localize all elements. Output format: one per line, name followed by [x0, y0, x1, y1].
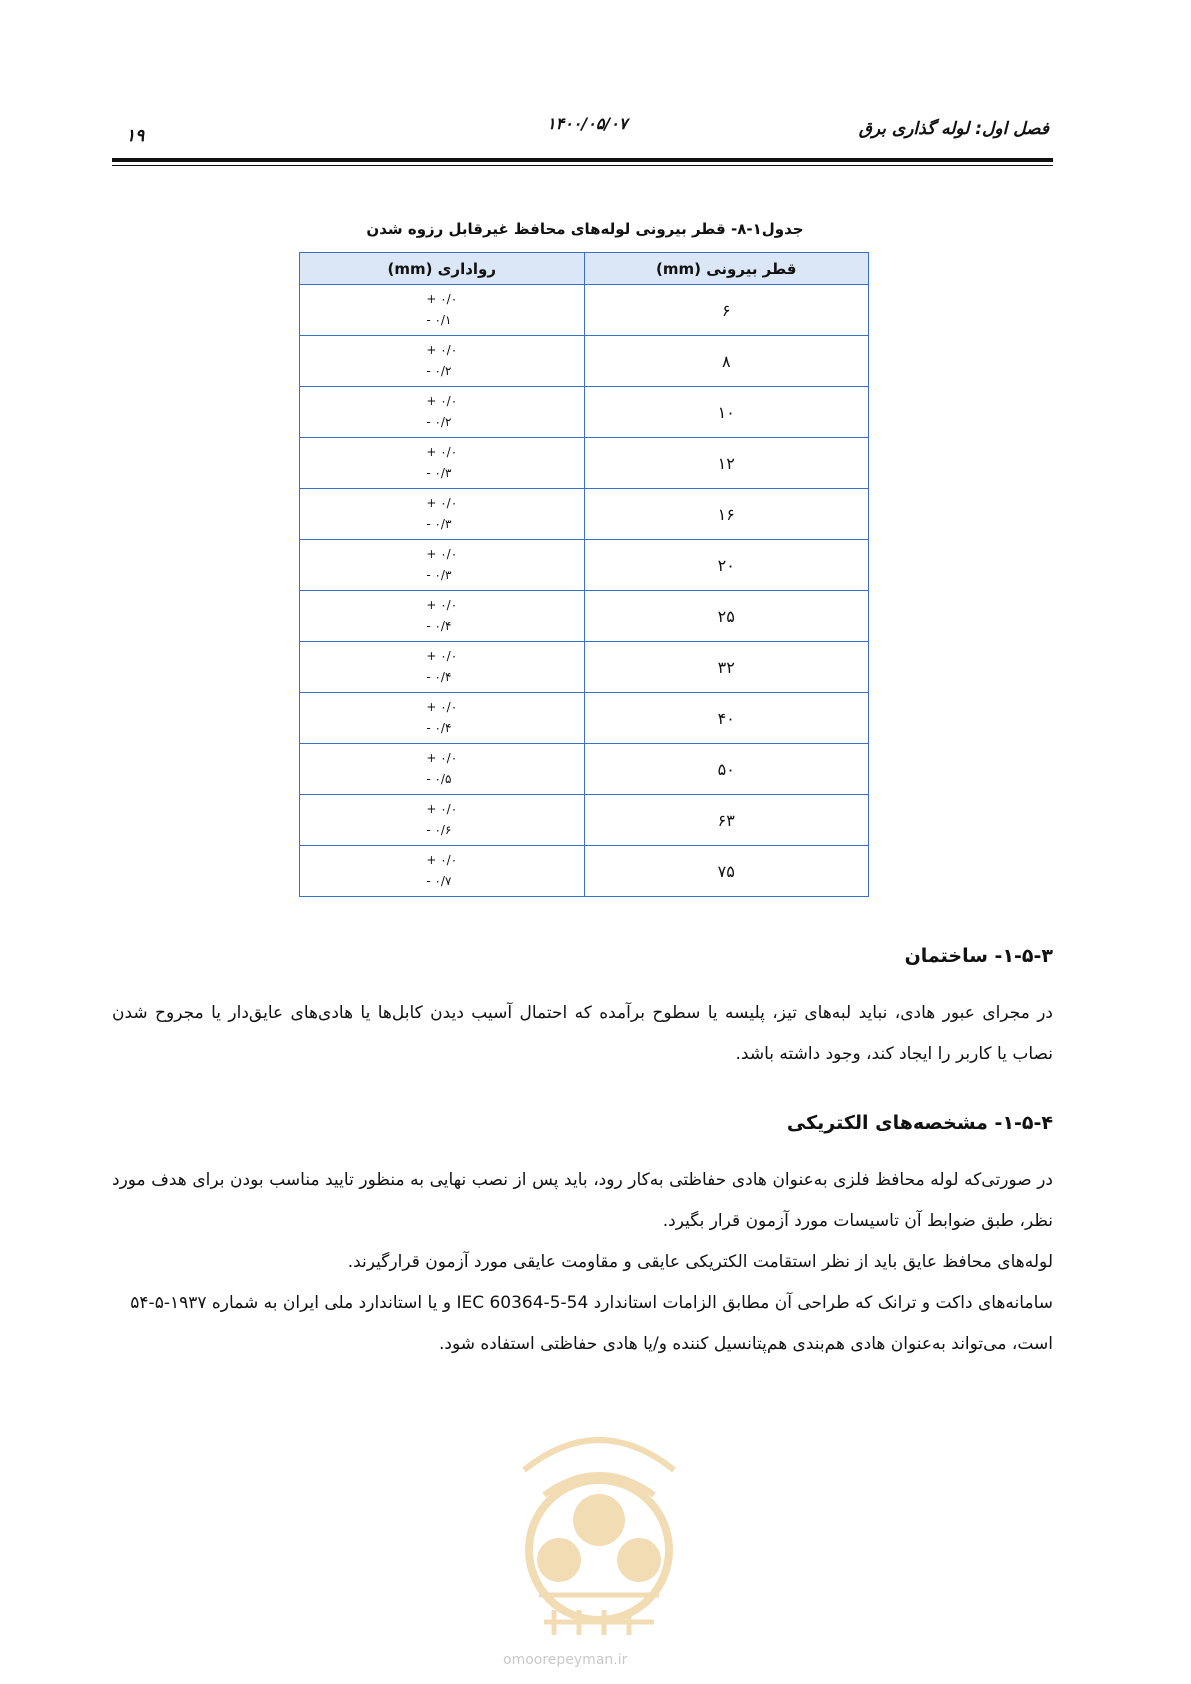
table-row — [300, 285, 869, 336]
header-divider-thin — [112, 165, 1053, 166]
table-row — [300, 489, 869, 540]
diameter-cell: ۷۵ — [584, 846, 869, 897]
tolerance-plus: + ۰/۰ — [426, 802, 458, 816]
header-outer-diameter: قطر بیرونی (mm) — [584, 253, 869, 285]
table-row — [300, 540, 869, 591]
tolerance-cell — [300, 336, 585, 387]
watermark-url: omoorepeyman.ir — [503, 1652, 628, 1668]
diameter-cell: ۵۰ — [584, 744, 869, 795]
diameter-cell: ۱۲ — [584, 438, 869, 489]
tolerance-plus: + ۰/۰ — [426, 700, 458, 714]
chapter-title: فصل اول: لوله گذاری برق — [858, 119, 1049, 139]
diameter-cell: ۸ — [584, 336, 869, 387]
tolerance-cell — [300, 744, 585, 795]
construction-paragraph: در مجرای عبور هادی، نباید لبه‌های تیز، پلیسه یا سطوح برآمده که احتمال آسیب دیدن کابل‌ها یا هادی‌های عایق‌دار یا مجروح شدن نصاب یا کاربر را ایجاد کند، وجود داشته باشد. — [112, 1003, 1053, 1064]
pipe-diameter-table — [299, 252, 869, 897]
diameter-cell: ۳۲ — [584, 642, 869, 693]
table-row — [300, 744, 869, 795]
electrical-paragraph-1: در صورتی‌که لوله محافظ فلزی به‌عنوان هادی حفاظتی به‌کار رود، باید پس از نصب نهایی به منظور تایید مناسب بودن برای هدف مورد نظر، طبق ضوابط آن تاسیسات مورد آزمون قرار بگیرد. — [112, 1170, 1053, 1231]
electrical-paragraph-3: سامانه‌های داکت و ترانک که طراحی آن مطابق الزامات استاندارد IEC 60364-5-54 و یا استاندارد ملی ایران به شماره ۱۹۳۷-۵-۵۴ است، می‌تواند به‌عنوان هادی هم‌بندی هم‌پتانسیل کننده و/یا هادی حفاظتی استفاده شود. — [130, 1293, 1053, 1354]
table-header-row — [300, 253, 869, 285]
header-date: ۱۴۰۰/۰۵/۰۷ — [547, 114, 628, 133]
table-row — [300, 642, 869, 693]
tolerance-cell — [300, 693, 585, 744]
tolerance-cell — [300, 642, 585, 693]
tolerance-plus: + ۰/۰ — [426, 445, 458, 459]
tolerance-cell — [300, 387, 585, 438]
tolerance-plus: + ۰/۰ — [426, 292, 458, 306]
tolerance-cell — [300, 489, 585, 540]
diameter-cell: ۶۳ — [584, 795, 869, 846]
header-tolerance: رواداری (mm) — [300, 253, 585, 285]
table-row — [300, 846, 869, 897]
tolerance-cell — [300, 438, 585, 489]
tolerance-minus: - ۰/۶ — [426, 823, 452, 837]
diameter-cell: ۶ — [584, 285, 869, 336]
table-row — [300, 795, 869, 846]
tolerance-minus: - ۰/۴ — [426, 721, 452, 735]
page-header — [112, 114, 1053, 144]
tolerance-minus: - ۰/۲ — [426, 364, 452, 378]
tolerance-plus: + ۰/۰ — [426, 649, 458, 663]
tolerance-minus: - ۰/۴ — [426, 619, 452, 633]
tolerance-cell — [300, 795, 585, 846]
tolerance-plus: + ۰/۰ — [426, 547, 458, 561]
tolerance-cell — [300, 540, 585, 591]
table-row — [300, 438, 869, 489]
diameter-cell: ۲۵ — [584, 591, 869, 642]
section-heading-electrical: ۱-۵-۴- مشخصه‌های الکتریکی — [786, 1112, 1053, 1134]
tolerance-minus: - ۰/۲ — [426, 415, 452, 429]
tolerance-minus: - ۰/۳ — [426, 517, 452, 531]
table-caption: جدول۱-۸- قطر بیرونی لوله‌های محافظ غیرقابل رزوه شدن — [366, 220, 804, 238]
tolerance-plus: + ۰/۰ — [426, 343, 458, 357]
diameter-cell: ۴۰ — [584, 693, 869, 744]
table-row — [300, 336, 869, 387]
watermark-logo — [484, 1400, 714, 1650]
header-divider-thick — [112, 158, 1053, 162]
table-row — [300, 693, 869, 744]
tolerance-plus: + ۰/۰ — [426, 496, 458, 510]
diameter-cell: ۲۰ — [584, 540, 869, 591]
tolerance-cell — [300, 285, 585, 336]
tolerance-plus: + ۰/۰ — [426, 598, 458, 612]
tolerance-cell — [300, 846, 585, 897]
table-row — [300, 591, 869, 642]
diameter-cell: ۱۰ — [584, 387, 869, 438]
table-row — [300, 387, 869, 438]
tolerance-minus: - ۰/۱ — [426, 313, 452, 327]
tolerance-plus: + ۰/۰ — [426, 751, 458, 765]
tolerance-plus: + ۰/۰ — [426, 853, 458, 867]
tolerance-minus: - ۰/۴ — [426, 670, 452, 684]
tolerance-minus: - ۰/۵ — [426, 772, 452, 786]
tolerance-minus: - ۰/۳ — [426, 466, 452, 480]
diameter-cell: ۱۶ — [584, 489, 869, 540]
page-number: ۱۹ — [126, 126, 145, 146]
tolerance-cell — [300, 591, 585, 642]
tolerance-plus: + ۰/۰ — [426, 394, 458, 408]
section-heading-construction: ۱-۵-۳- ساختمان — [904, 945, 1053, 967]
tolerance-minus: - ۰/۳ — [426, 568, 452, 582]
electrical-paragraph-2: لوله‌های محافظ عایق باید از نظر استقامت الکتریکی عایقی و مقاومت عایقی مورد آزمون قرارگیرند. — [347, 1252, 1053, 1272]
tolerance-minus: - ۰/۷ — [426, 874, 452, 888]
